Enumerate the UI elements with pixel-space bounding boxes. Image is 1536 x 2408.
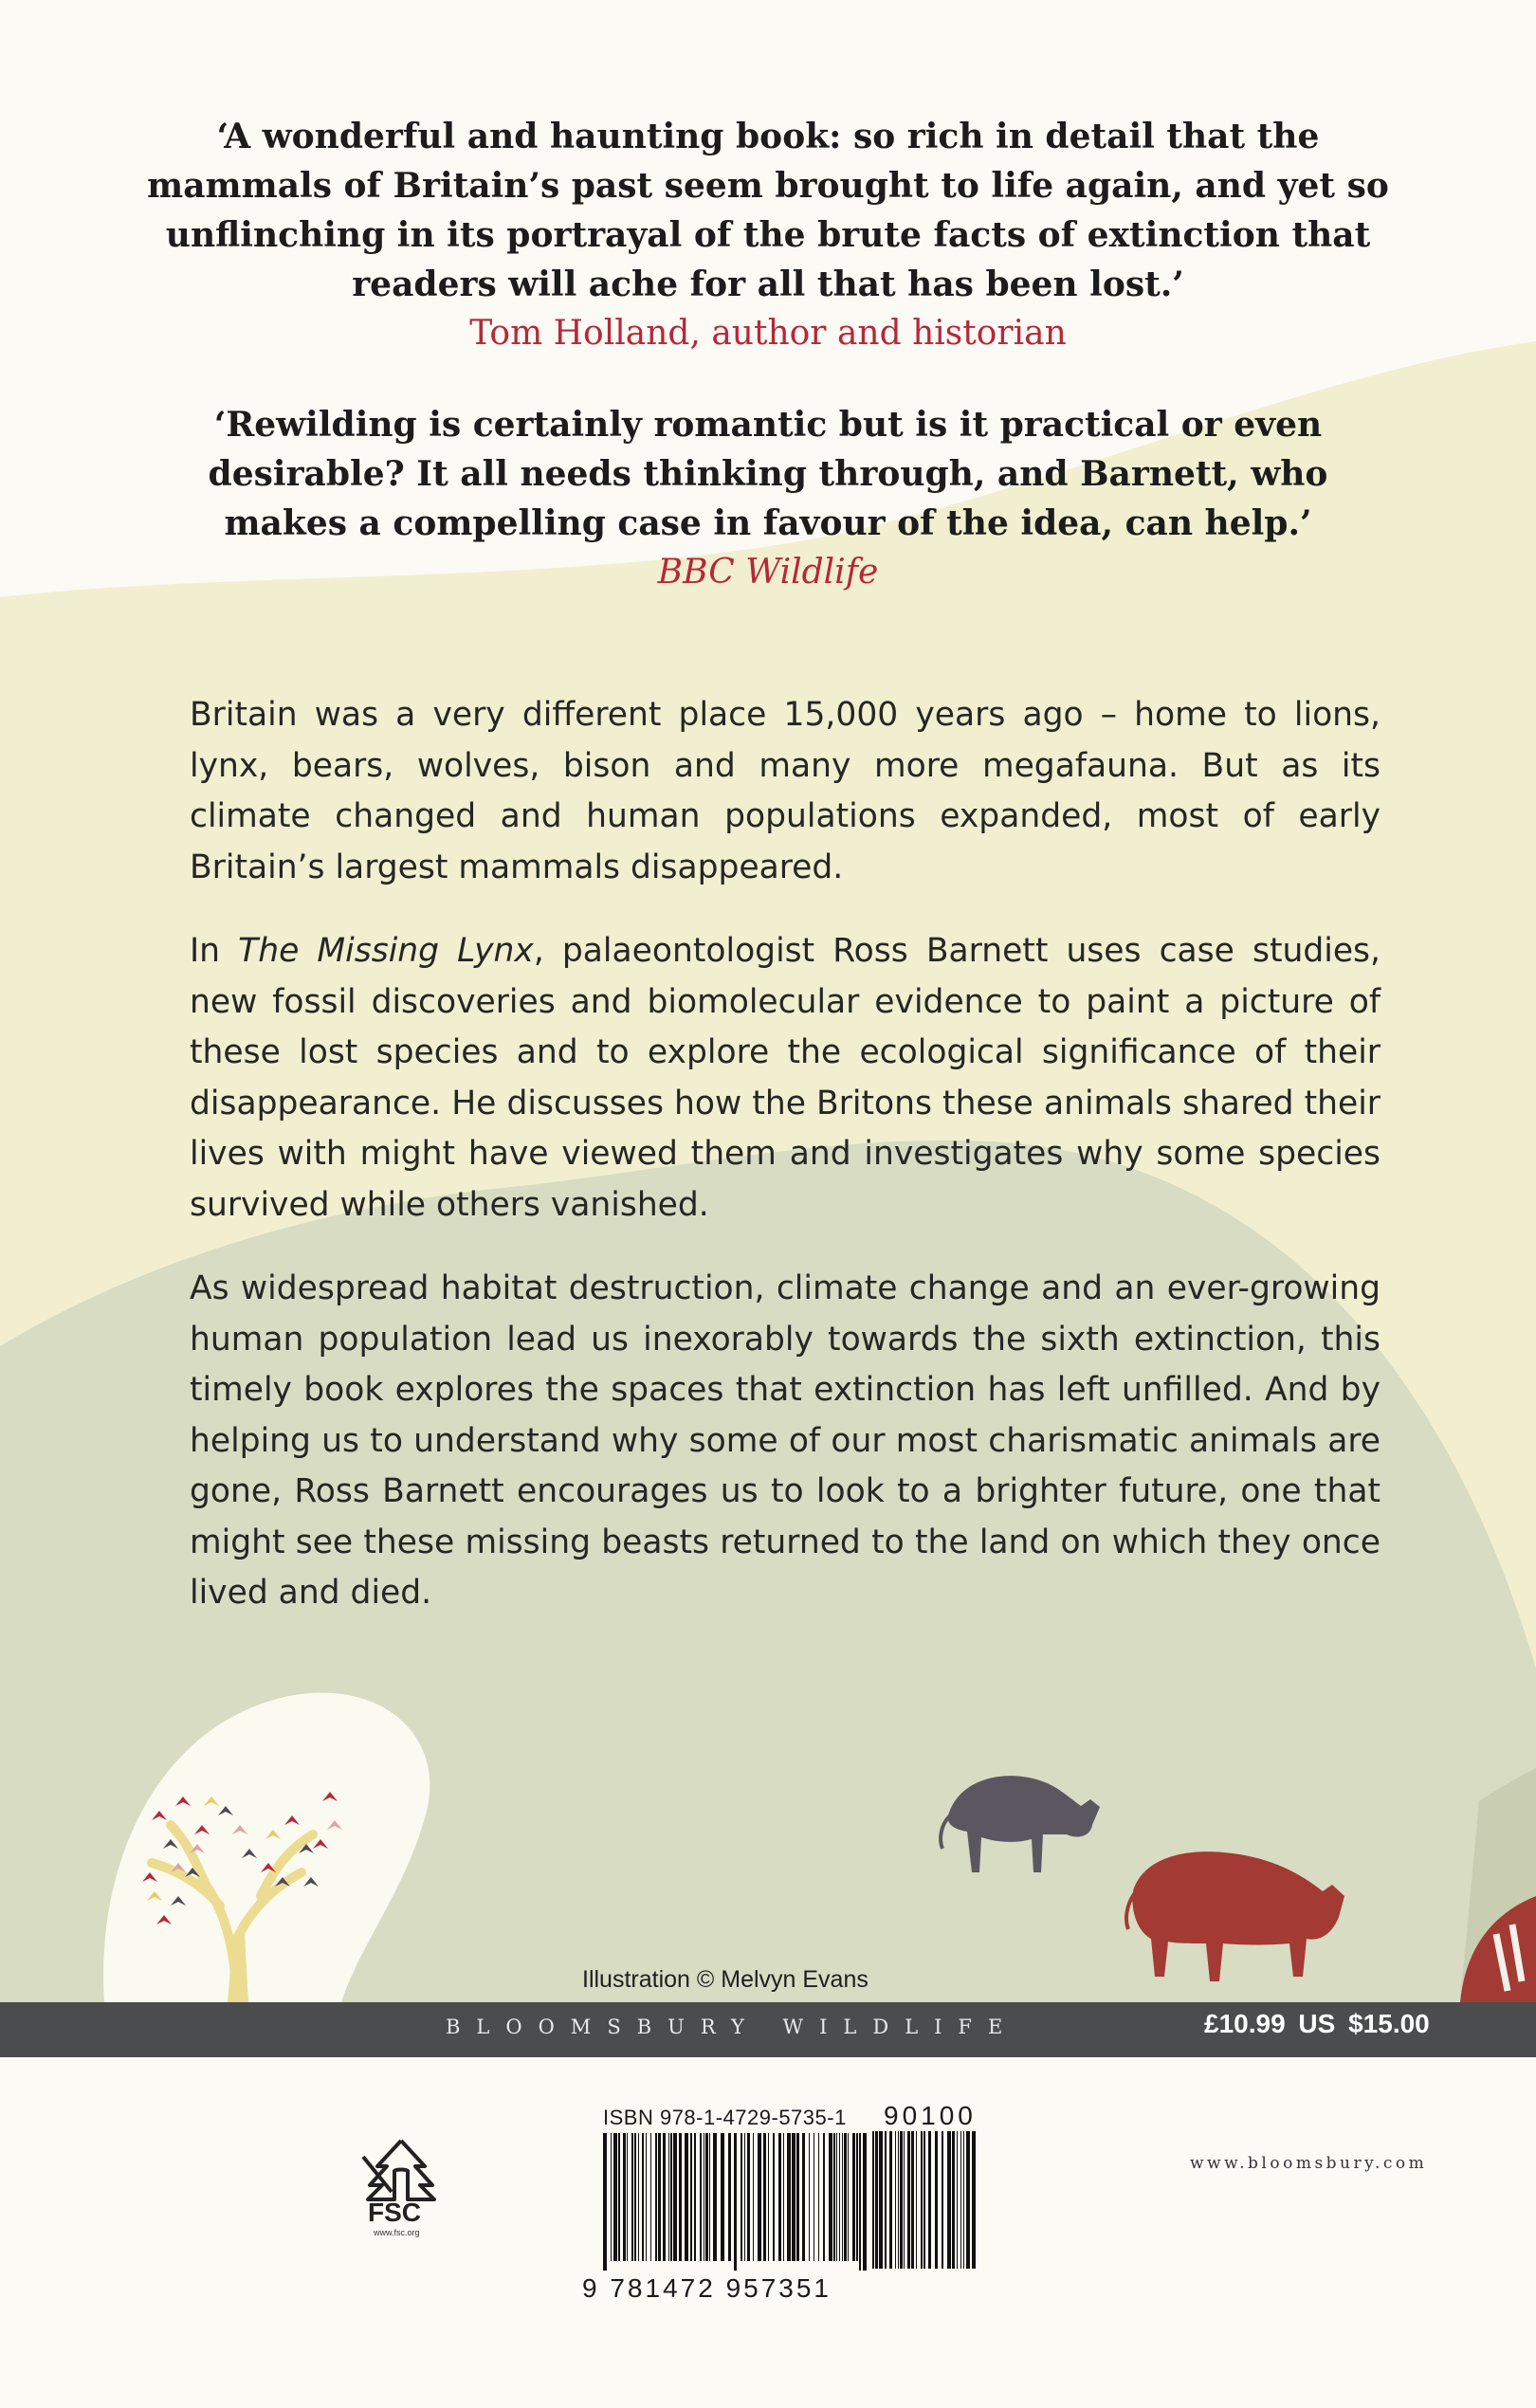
barcode-bar — [923, 2131, 925, 2269]
barcode-bar — [907, 2131, 910, 2269]
barcode-bar — [642, 2133, 644, 2261]
barcode-bar — [763, 2133, 766, 2261]
barcode-bar — [694, 2133, 696, 2261]
book-description — [190, 690, 1381, 1652]
barcode-bar — [823, 2133, 825, 2261]
barcode-bar — [863, 2133, 867, 2271]
barcode-bar — [618, 2133, 620, 2261]
barcode-bar — [778, 2133, 781, 2261]
barcode-bar — [634, 2133, 636, 2261]
isbn: ISBN 978-1-4729-5735-1 — [603, 2106, 847, 2129]
barcode-bar — [848, 2133, 849, 2261]
series-name: BLOOMSBURY WILDLIFE — [446, 2016, 1019, 2038]
barcode-bar — [966, 2131, 970, 2269]
barcode-bar — [844, 2133, 847, 2261]
barcode-bar — [673, 2133, 677, 2261]
review-quote-1 — [142, 112, 1394, 358]
barcode-bar — [690, 2133, 692, 2261]
price: £10.99 US $15.00 — [1204, 2009, 1430, 2038]
review-quote-2 — [142, 400, 1394, 597]
barcode-bar — [818, 2133, 819, 2261]
barcode-bar — [705, 2133, 708, 2261]
publisher-url: www.bloomsbury.com — [1190, 2154, 1428, 2173]
illustration-credit: Illustration © Melvyn Evans — [582, 1966, 869, 1993]
barcode-bar — [679, 2133, 682, 2261]
fsc-label: FSC — [368, 2198, 421, 2227]
barcode-bar — [947, 2131, 951, 2269]
barcode-bar — [787, 2133, 791, 2261]
barcode-bar — [916, 2131, 917, 2269]
barcode-bar — [650, 2133, 651, 2261]
barcode-bar — [900, 2131, 903, 2269]
barcode-bar — [904, 2131, 905, 2269]
barcode-bar — [885, 2131, 887, 2269]
barcode-bar — [655, 2133, 657, 2261]
barcode-bar — [829, 2133, 832, 2261]
barcode-bar — [646, 2133, 647, 2261]
barcode-bar — [895, 2131, 896, 2269]
price-code: 90100 — [884, 2101, 977, 2130]
barcode-icon — [603, 2133, 869, 2271]
blurb-paragraph-1: Britain was a very different place 15,000 years ago – home to lions, lynx, bears, wolves, bison and many more megafauna. But as its climate changed and human populations expanded, most of early Britain’s largest mammals disappeared. — [190, 696, 1381, 886]
quote-text: ‘Rewilding is certainly romantic but is it practical or even desirable? It all needs thinking through, and Barnett, who makes a compelling case in favour of the idea, can help.’ — [208, 405, 1328, 543]
barcode-bar — [658, 2133, 661, 2261]
barcode-bar — [935, 2131, 938, 2269]
blurb-prefix: In — [190, 932, 239, 970]
barcode-bar — [942, 2131, 943, 2269]
barcode-bar — [921, 2131, 923, 2269]
quote-source: BBC Wildlife — [657, 553, 879, 592]
barcode-bar — [836, 2133, 837, 2261]
barcode-bar — [809, 2133, 810, 2261]
barcode-bar — [768, 2133, 769, 2261]
quote-text: ‘A wonderful and haunting book: so rich in detail that the mammals of Britain’s past seem brought to life again, and yet so unflinching in its portrayal of the brute facts of extinction that readers will ache for all that has been lost.’ — [147, 117, 1389, 304]
barcode-bar — [833, 2133, 835, 2261]
barcode-bar — [972, 2131, 976, 2269]
book-title: The Missing Lynx — [238, 932, 534, 970]
barcode-bar — [911, 2131, 914, 2269]
barcode-bar — [668, 2133, 669, 2261]
barcode-bar — [670, 2133, 672, 2261]
barcode-bar — [792, 2133, 795, 2261]
barcode-bar — [796, 2133, 799, 2261]
barcode-bar — [747, 2133, 750, 2261]
barcode-bar — [663, 2133, 666, 2261]
barcode-bar — [753, 2133, 754, 2261]
barcode-bar — [685, 2133, 688, 2261]
barcode-bar — [957, 2131, 958, 2269]
barcode-bar — [852, 2133, 855, 2261]
supplement-barcode-icon — [872, 2131, 981, 2269]
barcode-bar — [613, 2133, 617, 2261]
barcode-bar — [603, 2133, 607, 2271]
barcode-bar — [842, 2133, 843, 2261]
quote-source: Tom Holland, author and historian — [469, 314, 1067, 353]
barcode-bar — [700, 2133, 702, 2261]
barcode-bar — [709, 2133, 710, 2261]
barcode-bar — [638, 2133, 639, 2261]
barcode-bar — [734, 2133, 737, 2271]
barcode-bar — [728, 2133, 731, 2261]
barcode-bar — [713, 2133, 717, 2261]
barcode-bar — [802, 2133, 805, 2261]
barcode-bar — [627, 2133, 628, 2261]
barcode-bar — [872, 2131, 874, 2269]
barcode-bar — [611, 2133, 612, 2261]
barcode-bar — [952, 2131, 955, 2269]
barcode-digits: 9 781472 957351 — [582, 2273, 832, 2303]
barcode-bar — [783, 2133, 784, 2261]
blurb-rest: , palaeontologist Ross Barnett uses case studies, new fossil discoveries and biomolecular evidence to paint a picture of these lost species and to explore the ecological significance of their disappearance. He discusses how the Britons these animals shared their lives with might have viewed them and investigates why some species survived while others vanished. — [190, 932, 1381, 1224]
barcode-bar — [744, 2133, 745, 2261]
barcode-bar — [898, 2131, 899, 2269]
barcode-bar — [631, 2133, 633, 2261]
barcode-bar — [960, 2131, 961, 2269]
barcode-bar — [741, 2133, 742, 2261]
fsc-url: www.fsc.org — [374, 2228, 420, 2237]
barcode-bar — [879, 2131, 883, 2269]
barcode-bar — [889, 2131, 892, 2269]
blurb-paragraph-3: As widespread habitat destruction, climate change and an ever-growing human population lead us inexorably towards the sixth extinction, this timely book explores the spaces that extinction has left unfilled. And by helping us to understand why some of our most charismatic animals are gone, Ross Barnett encourages us to look to a brighter future, one that might see these missing beasts returned to the land on which they once lived and died. — [190, 1269, 1381, 1612]
barcode-bar — [623, 2133, 626, 2261]
barcode-bar — [839, 2133, 840, 2261]
barcode-bar — [721, 2133, 724, 2261]
barcode-bar — [875, 2131, 878, 2269]
barcode-bar — [928, 2131, 931, 2269]
barcode-bar — [859, 2133, 861, 2271]
blurb-paragraph-2 — [190, 926, 1381, 1231]
barcode-bar — [773, 2133, 775, 2261]
barcode-bar — [963, 2131, 964, 2269]
barcode-bar — [856, 2133, 858, 2261]
barcode-bar — [758, 2133, 761, 2261]
